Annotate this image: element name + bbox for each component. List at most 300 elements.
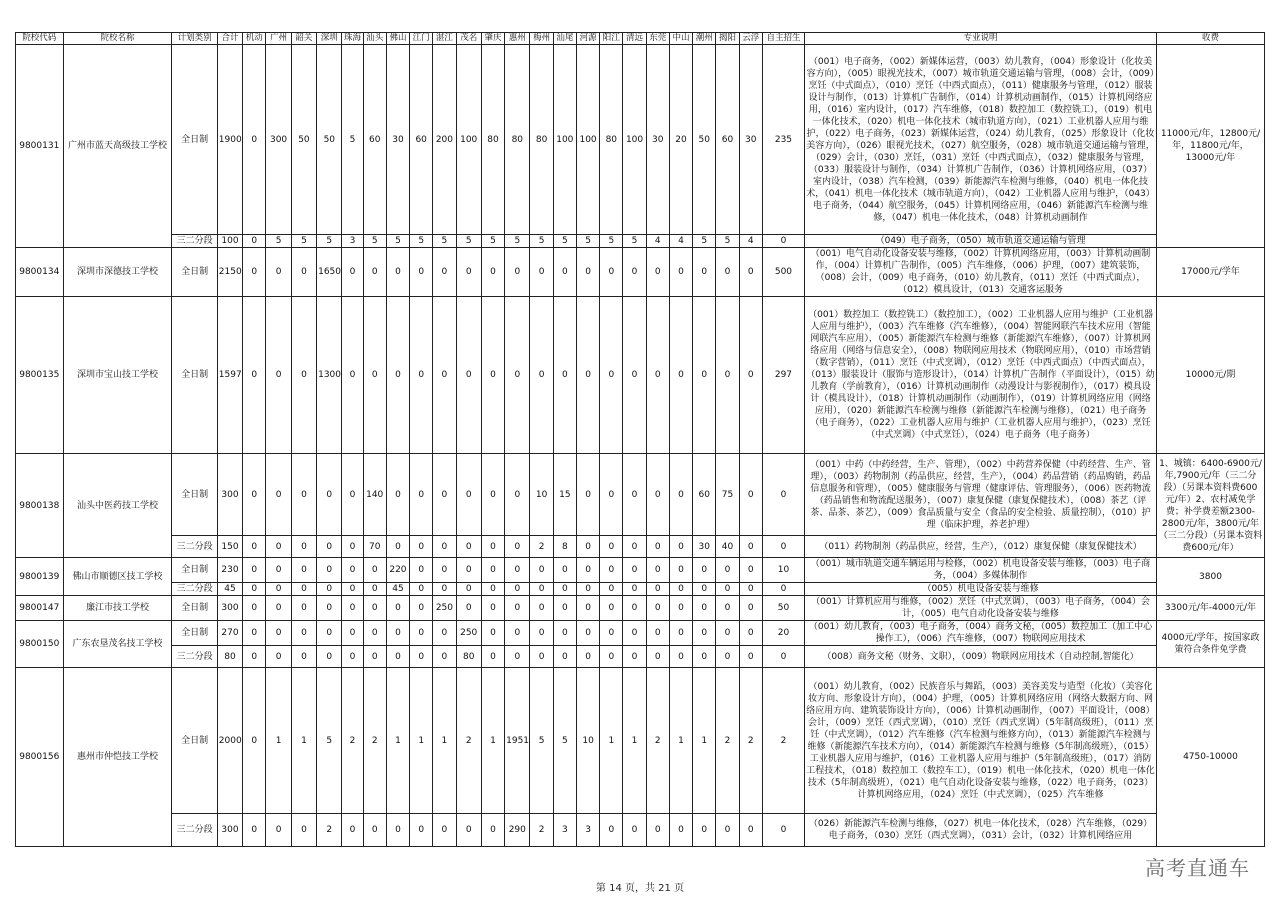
- tuition-fee: 11000元/年，12800元/年，11800元/年，13000元/年: [1156, 45, 1264, 248]
- quota-cell: 0: [646, 596, 669, 621]
- page-footer: 第 14 页，共 21 页: [595, 883, 685, 894]
- quota-cell: 0: [693, 248, 716, 297]
- quota-cell: 200: [433, 45, 456, 235]
- major-description: （001）计算机应用与维修，（002）烹饪（中式烹调），（003）电子商务，（004）会计，（005）电气自动化设备安装与维修: [805, 596, 1157, 621]
- quota-cell: 0: [669, 814, 692, 847]
- quota-cell: 0: [317, 558, 342, 583]
- quota-cell: 100: [553, 45, 576, 235]
- quota-cell: 2: [762, 668, 804, 814]
- quota-cell: 5: [623, 235, 646, 248]
- quota-cell: 15: [553, 454, 576, 536]
- quota-cell: 0: [386, 297, 409, 454]
- quota-cell: 0: [576, 536, 599, 558]
- quota-cell: 0: [410, 621, 433, 646]
- school-code: 9800139: [16, 558, 64, 596]
- quota-cell: 0: [481, 248, 504, 297]
- quota-cell: 235: [762, 45, 804, 235]
- quota-cell: 0: [623, 646, 646, 668]
- quota-cell: 0: [623, 596, 646, 621]
- school-name: 佛山市顺德区技工学校: [63, 558, 172, 596]
- quota-cell: 50: [317, 45, 342, 235]
- quota-cell: 0: [243, 814, 266, 847]
- quota-cell: 0: [243, 297, 266, 454]
- column-header: 惠州: [505, 33, 530, 45]
- plan-category: 三二分段: [172, 646, 217, 668]
- quota-cell: 5: [433, 235, 456, 248]
- tuition-fee: 10000元/期: [1156, 297, 1264, 454]
- quota-cell: 5: [576, 235, 599, 248]
- quota-cell: 0: [600, 248, 623, 297]
- quota-cell: 0: [433, 454, 456, 536]
- column-header: 专业说明: [805, 33, 1157, 45]
- quota-cell: 0: [505, 248, 530, 297]
- quota-cell: 50: [291, 45, 316, 235]
- quota-cell: 0: [363, 596, 386, 621]
- tuition-fee: 4000元/学年，按国家政策符合条件免学费: [1156, 621, 1264, 668]
- quota-cell: 0: [433, 621, 456, 646]
- quota-cell: 0: [623, 248, 646, 297]
- quota-cell: 140: [363, 454, 386, 536]
- tuition-fee: 3800: [1156, 558, 1264, 596]
- quota-cell: 500: [762, 248, 804, 297]
- quota-cell: 0: [576, 297, 599, 454]
- quota-cell: 0: [266, 558, 291, 583]
- quota-cell: 0: [669, 596, 692, 621]
- quota-cell: 0: [481, 454, 504, 536]
- quota-cell: 0: [342, 558, 363, 583]
- quota-cell: 0: [433, 297, 456, 454]
- column-header: 韶关: [291, 33, 316, 45]
- quota-cell: 0: [342, 646, 363, 668]
- quota-cell: 5: [530, 235, 553, 248]
- quota-cell: 300: [266, 45, 291, 235]
- quota-cell: 250: [433, 596, 456, 621]
- quota-cell: 0: [291, 454, 316, 536]
- quota-cell: 0: [410, 646, 433, 668]
- quota-cell: 0: [716, 646, 739, 668]
- quota-cell: 0: [410, 583, 433, 596]
- column-header: 合计: [217, 33, 242, 45]
- quota-cell: 0: [693, 621, 716, 646]
- quota-cell: 300: [217, 814, 242, 847]
- major-description: （001）中药（中药经营，生产、管理），（002）中药营养保健（中药经营、生产、管理），（003）药物制剂（药品供应，经营，生产），（004）药品营销（药品购销，药品信息服务和管理），（005）健康服务与管理（健康评估、管理服务），（006）医药物流（药品销售和物流配送服务），（007）康复保健（康复保健技术），（008）茶艺（评茶、品茶、茶艺），（009）食品质量与安全（食品的安全检验、质量控制），（010）护理（临床护理，养老护理）: [805, 454, 1157, 536]
- plan-category: 全日制: [172, 45, 217, 235]
- quota-cell: 0: [739, 536, 762, 558]
- quota-cell: 0: [693, 814, 716, 847]
- quota-cell: 150: [217, 536, 242, 558]
- quota-cell: 0: [266, 583, 291, 596]
- quota-cell: 5: [363, 235, 386, 248]
- tuition-fee: 17000元/学年: [1156, 248, 1264, 297]
- quota-cell: 70: [363, 536, 386, 558]
- school-name: 深圳市深德技工学校: [63, 248, 172, 297]
- quota-cell: 0: [410, 536, 433, 558]
- plan-category: 三二分段: [172, 235, 217, 248]
- quota-cell: 75: [716, 454, 739, 536]
- major-description: （049）电子商务，（050）城市轨道交通运输与管理: [805, 235, 1157, 248]
- quota-cell: 0: [623, 558, 646, 583]
- quota-cell: 0: [243, 45, 266, 235]
- quota-cell: 0: [739, 621, 762, 646]
- quota-cell: 0: [410, 454, 433, 536]
- quota-cell: 0: [410, 814, 433, 847]
- quota-cell: 0: [739, 646, 762, 668]
- quota-cell: 0: [530, 646, 553, 668]
- quota-cell: 0: [505, 596, 530, 621]
- quota-cell: 0: [530, 583, 553, 596]
- quota-cell: 30: [739, 45, 762, 235]
- quota-cell: 0: [600, 536, 623, 558]
- quota-cell: 2: [646, 668, 669, 814]
- quota-cell: 220: [386, 558, 409, 583]
- quota-cell: 0: [456, 536, 481, 558]
- quota-cell: 0: [386, 596, 409, 621]
- quota-cell: 4: [739, 235, 762, 248]
- quota-cell: 1597: [217, 297, 242, 454]
- plan-category: 全日制: [172, 454, 217, 536]
- quota-cell: 0: [762, 454, 804, 536]
- quota-cell: 2: [317, 814, 342, 847]
- column-header: 汕头: [363, 33, 386, 45]
- quota-cell: 100: [217, 235, 242, 248]
- quota-cell: 0: [716, 583, 739, 596]
- major-description: （008）商务文秘（财务、文职），（009）物联网应用技术（自动控制,智能化）: [805, 646, 1157, 668]
- quota-cell: 0: [716, 297, 739, 454]
- quota-cell: 0: [553, 297, 576, 454]
- column-header: 东莞: [646, 33, 669, 45]
- table-row: [16, 297, 1265, 454]
- quota-cell: 1: [266, 668, 291, 814]
- quota-cell: 60: [410, 45, 433, 235]
- quota-cell: 0: [481, 536, 504, 558]
- quota-cell: 0: [481, 814, 504, 847]
- quota-cell: 0: [762, 536, 804, 558]
- quota-cell: 0: [243, 596, 266, 621]
- quota-cell: 0: [291, 297, 316, 454]
- quota-cell: 0: [266, 454, 291, 536]
- quota-cell: 5: [600, 235, 623, 248]
- quota-cell: 270: [217, 621, 242, 646]
- quota-cell: 2: [456, 668, 481, 814]
- table-header-row: [16, 33, 1265, 45]
- quota-cell: 0: [600, 621, 623, 646]
- quota-cell: 80: [456, 646, 481, 668]
- quota-cell: 0: [530, 558, 553, 583]
- school-code: 9800138: [16, 454, 64, 558]
- quota-cell: 0: [600, 596, 623, 621]
- quota-cell: 0: [762, 583, 804, 596]
- tuition-fee: 3300元/年-4000元/年: [1156, 596, 1264, 621]
- quota-cell: 0: [693, 558, 716, 583]
- quota-cell: 80: [600, 45, 623, 235]
- tuition-fee: 1、城镇：6400-6900元/年,7900元/年（三二分段）（另课本资料费600元/年）2、农村减免学费；补学费差额2300-2800元/年，3800元/年（三二分段）（另课本资料费600元/年）: [1156, 454, 1264, 558]
- quota-cell: 0: [669, 297, 692, 454]
- column-header: 茂名: [456, 33, 481, 45]
- column-header: 机动: [243, 33, 266, 45]
- quota-cell: 0: [317, 646, 342, 668]
- quota-cell: 0: [739, 297, 762, 454]
- quota-cell: 0: [410, 596, 433, 621]
- quota-cell: 30: [693, 536, 716, 558]
- column-header: 计划类别: [172, 33, 217, 45]
- quota-cell: 0: [456, 558, 481, 583]
- quota-cell: 0: [576, 596, 599, 621]
- quota-cell: 0: [762, 814, 804, 847]
- major-description: （001）城市轨道交通车辆运用与检修，（002）机电设备安装与维修，（003）电子商务，（004）多媒体制作: [805, 558, 1157, 583]
- quota-cell: 5: [456, 235, 481, 248]
- quota-cell: 250: [456, 621, 481, 646]
- quota-cell: 0: [342, 596, 363, 621]
- quota-cell: 0: [433, 248, 456, 297]
- table-row: [16, 621, 1265, 646]
- quota-cell: 0: [456, 596, 481, 621]
- table-row: [16, 668, 1265, 814]
- school-code: 9800150: [16, 621, 64, 668]
- quota-cell: 0: [600, 454, 623, 536]
- quota-cell: 2: [530, 536, 553, 558]
- quota-cell: 0: [505, 536, 530, 558]
- quota-cell: 0: [646, 646, 669, 668]
- quota-cell: 0: [363, 646, 386, 668]
- column-header: 收费: [1156, 33, 1264, 45]
- quota-cell: 0: [386, 536, 409, 558]
- quota-cell: 0: [530, 596, 553, 621]
- quota-cell: 0: [266, 297, 291, 454]
- major-description: （001）幼儿教育，（003）电子商务，（004）商务文秘，（005）数控加工（加工中心操作工），（006）汽车维修，（007）物联网应用技术: [805, 621, 1157, 646]
- quota-cell: 5: [505, 235, 530, 248]
- quota-cell: 0: [266, 536, 291, 558]
- table-row: [16, 596, 1265, 621]
- quota-cell: 5: [317, 668, 342, 814]
- quota-cell: 0: [363, 248, 386, 297]
- quota-cell: 0: [266, 248, 291, 297]
- school-name: 惠州市仲恺技工学校: [63, 668, 172, 847]
- quota-cell: 60: [693, 454, 716, 536]
- quota-cell: 0: [342, 583, 363, 596]
- quota-cell: 0: [243, 621, 266, 646]
- quota-cell: 1: [386, 668, 409, 814]
- quota-cell: 0: [243, 583, 266, 596]
- quota-cell: 0: [291, 596, 316, 621]
- school-code: 9800134: [16, 248, 64, 297]
- quota-cell: 0: [291, 621, 316, 646]
- quota-cell: 1: [623, 668, 646, 814]
- plan-category: 全日制: [172, 248, 217, 297]
- quota-cell: 1: [433, 668, 456, 814]
- quota-cell: 0: [623, 297, 646, 454]
- quota-cell: 0: [646, 297, 669, 454]
- table-row: [16, 235, 1265, 248]
- quota-cell: 30: [386, 45, 409, 235]
- quota-cell: 60: [716, 45, 739, 235]
- table-row: [16, 45, 1265, 235]
- plan-category: 全日制: [172, 668, 217, 814]
- quota-cell: 0: [481, 621, 504, 646]
- quota-cell: 0: [553, 621, 576, 646]
- column-header: 河源: [576, 33, 599, 45]
- quota-cell: 0: [716, 248, 739, 297]
- quota-cell: 0: [716, 596, 739, 621]
- quota-cell: 5: [693, 235, 716, 248]
- quota-cell: 0: [481, 297, 504, 454]
- quota-cell: 300: [217, 596, 242, 621]
- quota-cell: 4: [669, 235, 692, 248]
- column-header: 江门: [410, 33, 433, 45]
- quota-cell: 5: [716, 235, 739, 248]
- school-code: 9800135: [16, 297, 64, 454]
- quota-cell: 10: [762, 558, 804, 583]
- table-row: [16, 814, 1265, 847]
- quota-cell: 0: [505, 621, 530, 646]
- column-header: 珠海: [342, 33, 363, 45]
- quota-cell: 0: [739, 558, 762, 583]
- plan-category: 全日制: [172, 596, 217, 621]
- quota-cell: 2: [716, 668, 739, 814]
- quota-cell: 0: [342, 536, 363, 558]
- major-description: （026）新能源汽车检测与维修，（027）机电一体化技术，（028）汽车维修，（029）电子商务，（030）烹饪（西式烹调），（031）会计，（032）计算机网络应用: [805, 814, 1157, 847]
- quota-cell: 0: [530, 621, 553, 646]
- quota-cell: 0: [716, 558, 739, 583]
- quota-cell: 0: [291, 248, 316, 297]
- quota-cell: 0: [600, 646, 623, 668]
- quota-cell: 0: [433, 814, 456, 847]
- column-header: 肇庆: [481, 33, 504, 45]
- quota-cell: 0: [505, 646, 530, 668]
- quota-cell: 0: [530, 248, 553, 297]
- quota-cell: 0: [739, 814, 762, 847]
- quota-cell: 0: [646, 248, 669, 297]
- major-description: （001）数控加工（数控铣工）（数控加工），（002）工业机器人应用与维护（工业机器人应用与维护），（003）汽车维修（汽车维修），（004）智能网联汽车技术应用（智能网联汽车应用），（005）新能源汽车检测与维修（新能源汽车维修），（007）计算机网络应用（网络与信息安全），（008）物联网应用技术（物联网应用），（010）市场营销（数字营销），（011）烹饪（中式烹调），（012）烹饪（中西式面点）（中西式面点），（013）服装设计（服饰与造形设计），（014）计算机广告制作（平面设计），（015）幼儿教育（学前教育），（016）计算机动画制作（动漫设计与影视制作），（017）模具设计（模具设计），（018）计算机动画制作（动画制作），（019）计算机网络应用（网络应用），（020）新能源汽车检测与维修（新能源汽车检测与维修），（021）电子商务（电子商务），（022）工业机器人应用与维护（工业机器人应用与维护），（023）烹饪（中式烹调）（中式烹饪），（024）电子商务（电子商务）: [805, 297, 1157, 454]
- quota-cell: 0: [317, 583, 342, 596]
- quota-cell: 0: [600, 297, 623, 454]
- quota-cell: 0: [456, 297, 481, 454]
- quota-cell: 1: [291, 668, 316, 814]
- quota-cell: 0: [623, 621, 646, 646]
- quota-cell: 1: [410, 668, 433, 814]
- quota-cell: 0: [623, 814, 646, 847]
- quota-cell: 0: [266, 596, 291, 621]
- quota-cell: 0: [693, 297, 716, 454]
- quota-cell: 0: [481, 646, 504, 668]
- quota-cell: 0: [505, 454, 530, 536]
- column-header: 院校代码: [16, 33, 64, 45]
- quota-cell: 0: [410, 558, 433, 583]
- quota-cell: 45: [386, 583, 409, 596]
- quota-cell: 100: [576, 45, 599, 235]
- plan-category: 三二分段: [172, 536, 217, 558]
- admission-plan-table: [15, 32, 1265, 847]
- quota-cell: 0: [386, 248, 409, 297]
- quota-cell: 0: [317, 621, 342, 646]
- major-description: （011）药物制剂（药品供应，经营，生产），（012）康复保健（康复保健技术）: [805, 536, 1157, 558]
- quota-cell: 0: [363, 814, 386, 847]
- quota-cell: 30: [646, 45, 669, 235]
- quota-cell: 0: [456, 814, 481, 847]
- quota-cell: 0: [576, 621, 599, 646]
- quota-cell: 50: [693, 45, 716, 235]
- quota-cell: 0: [600, 558, 623, 583]
- quota-cell: 0: [576, 454, 599, 536]
- quota-cell: 0: [481, 558, 504, 583]
- quota-cell: 0: [553, 583, 576, 596]
- quota-cell: 0: [646, 536, 669, 558]
- table-row: [16, 536, 1265, 558]
- quota-cell: 80: [530, 45, 553, 235]
- quota-cell: 5: [553, 235, 576, 248]
- quota-cell: 0: [456, 454, 481, 536]
- quota-cell: 0: [342, 454, 363, 536]
- school-name: 广东农垦茂名技工学校: [63, 621, 172, 668]
- quota-cell: 60: [363, 45, 386, 235]
- quota-cell: 40: [716, 536, 739, 558]
- quota-cell: 0: [693, 583, 716, 596]
- column-header: 清远: [623, 33, 646, 45]
- column-header: 潮州: [693, 33, 716, 45]
- quota-cell: 100: [456, 45, 481, 235]
- quota-cell: 0: [553, 558, 576, 583]
- quota-cell: 45: [217, 583, 242, 596]
- quota-cell: 0: [363, 558, 386, 583]
- quota-cell: 1: [600, 668, 623, 814]
- quota-cell: 3: [576, 814, 599, 847]
- quota-cell: 0: [576, 558, 599, 583]
- quota-cell: 0: [481, 583, 504, 596]
- quota-cell: 0: [739, 454, 762, 536]
- quota-cell: 300: [217, 454, 242, 536]
- quota-cell: 0: [505, 558, 530, 583]
- quota-cell: 10: [576, 668, 599, 814]
- quota-cell: 0: [505, 583, 530, 596]
- quota-cell: 5: [266, 235, 291, 248]
- quota-cell: 0: [693, 646, 716, 668]
- quota-cell: 5: [553, 668, 576, 814]
- quota-cell: 10: [530, 454, 553, 536]
- quota-cell: 0: [410, 297, 433, 454]
- school-name: 汕头中医药技工学校: [63, 454, 172, 558]
- quota-cell: 297: [762, 297, 804, 454]
- column-header: 自主招生: [762, 33, 804, 45]
- quota-cell: 0: [669, 454, 692, 536]
- table-row: [16, 583, 1265, 596]
- column-header: 云浮: [739, 33, 762, 45]
- column-header: 佛山: [386, 33, 409, 45]
- quota-cell: 0: [646, 621, 669, 646]
- quota-cell: 2: [342, 668, 363, 814]
- plan-category: 全日制: [172, 297, 217, 454]
- quota-cell: 5: [410, 235, 433, 248]
- quota-cell: 1900: [217, 45, 242, 235]
- quota-cell: 2: [363, 668, 386, 814]
- column-header: 汕尾: [553, 33, 576, 45]
- quota-cell: 5: [481, 235, 504, 248]
- quota-cell: 0: [669, 583, 692, 596]
- school-name: 廉江市技工学校: [63, 596, 172, 621]
- quota-cell: 4: [646, 235, 669, 248]
- quota-cell: 0: [317, 454, 342, 536]
- column-header: 阳江: [600, 33, 623, 45]
- quota-cell: 3: [553, 814, 576, 847]
- quota-cell: 2000: [217, 668, 242, 814]
- quota-cell: 0: [739, 248, 762, 297]
- quota-cell: 0: [243, 558, 266, 583]
- quota-cell: 0: [669, 558, 692, 583]
- quota-cell: 20: [669, 45, 692, 235]
- quota-cell: 0: [716, 621, 739, 646]
- quota-cell: 0: [456, 248, 481, 297]
- table-row: [16, 248, 1265, 297]
- quota-cell: 0: [505, 297, 530, 454]
- quota-cell: 0: [553, 646, 576, 668]
